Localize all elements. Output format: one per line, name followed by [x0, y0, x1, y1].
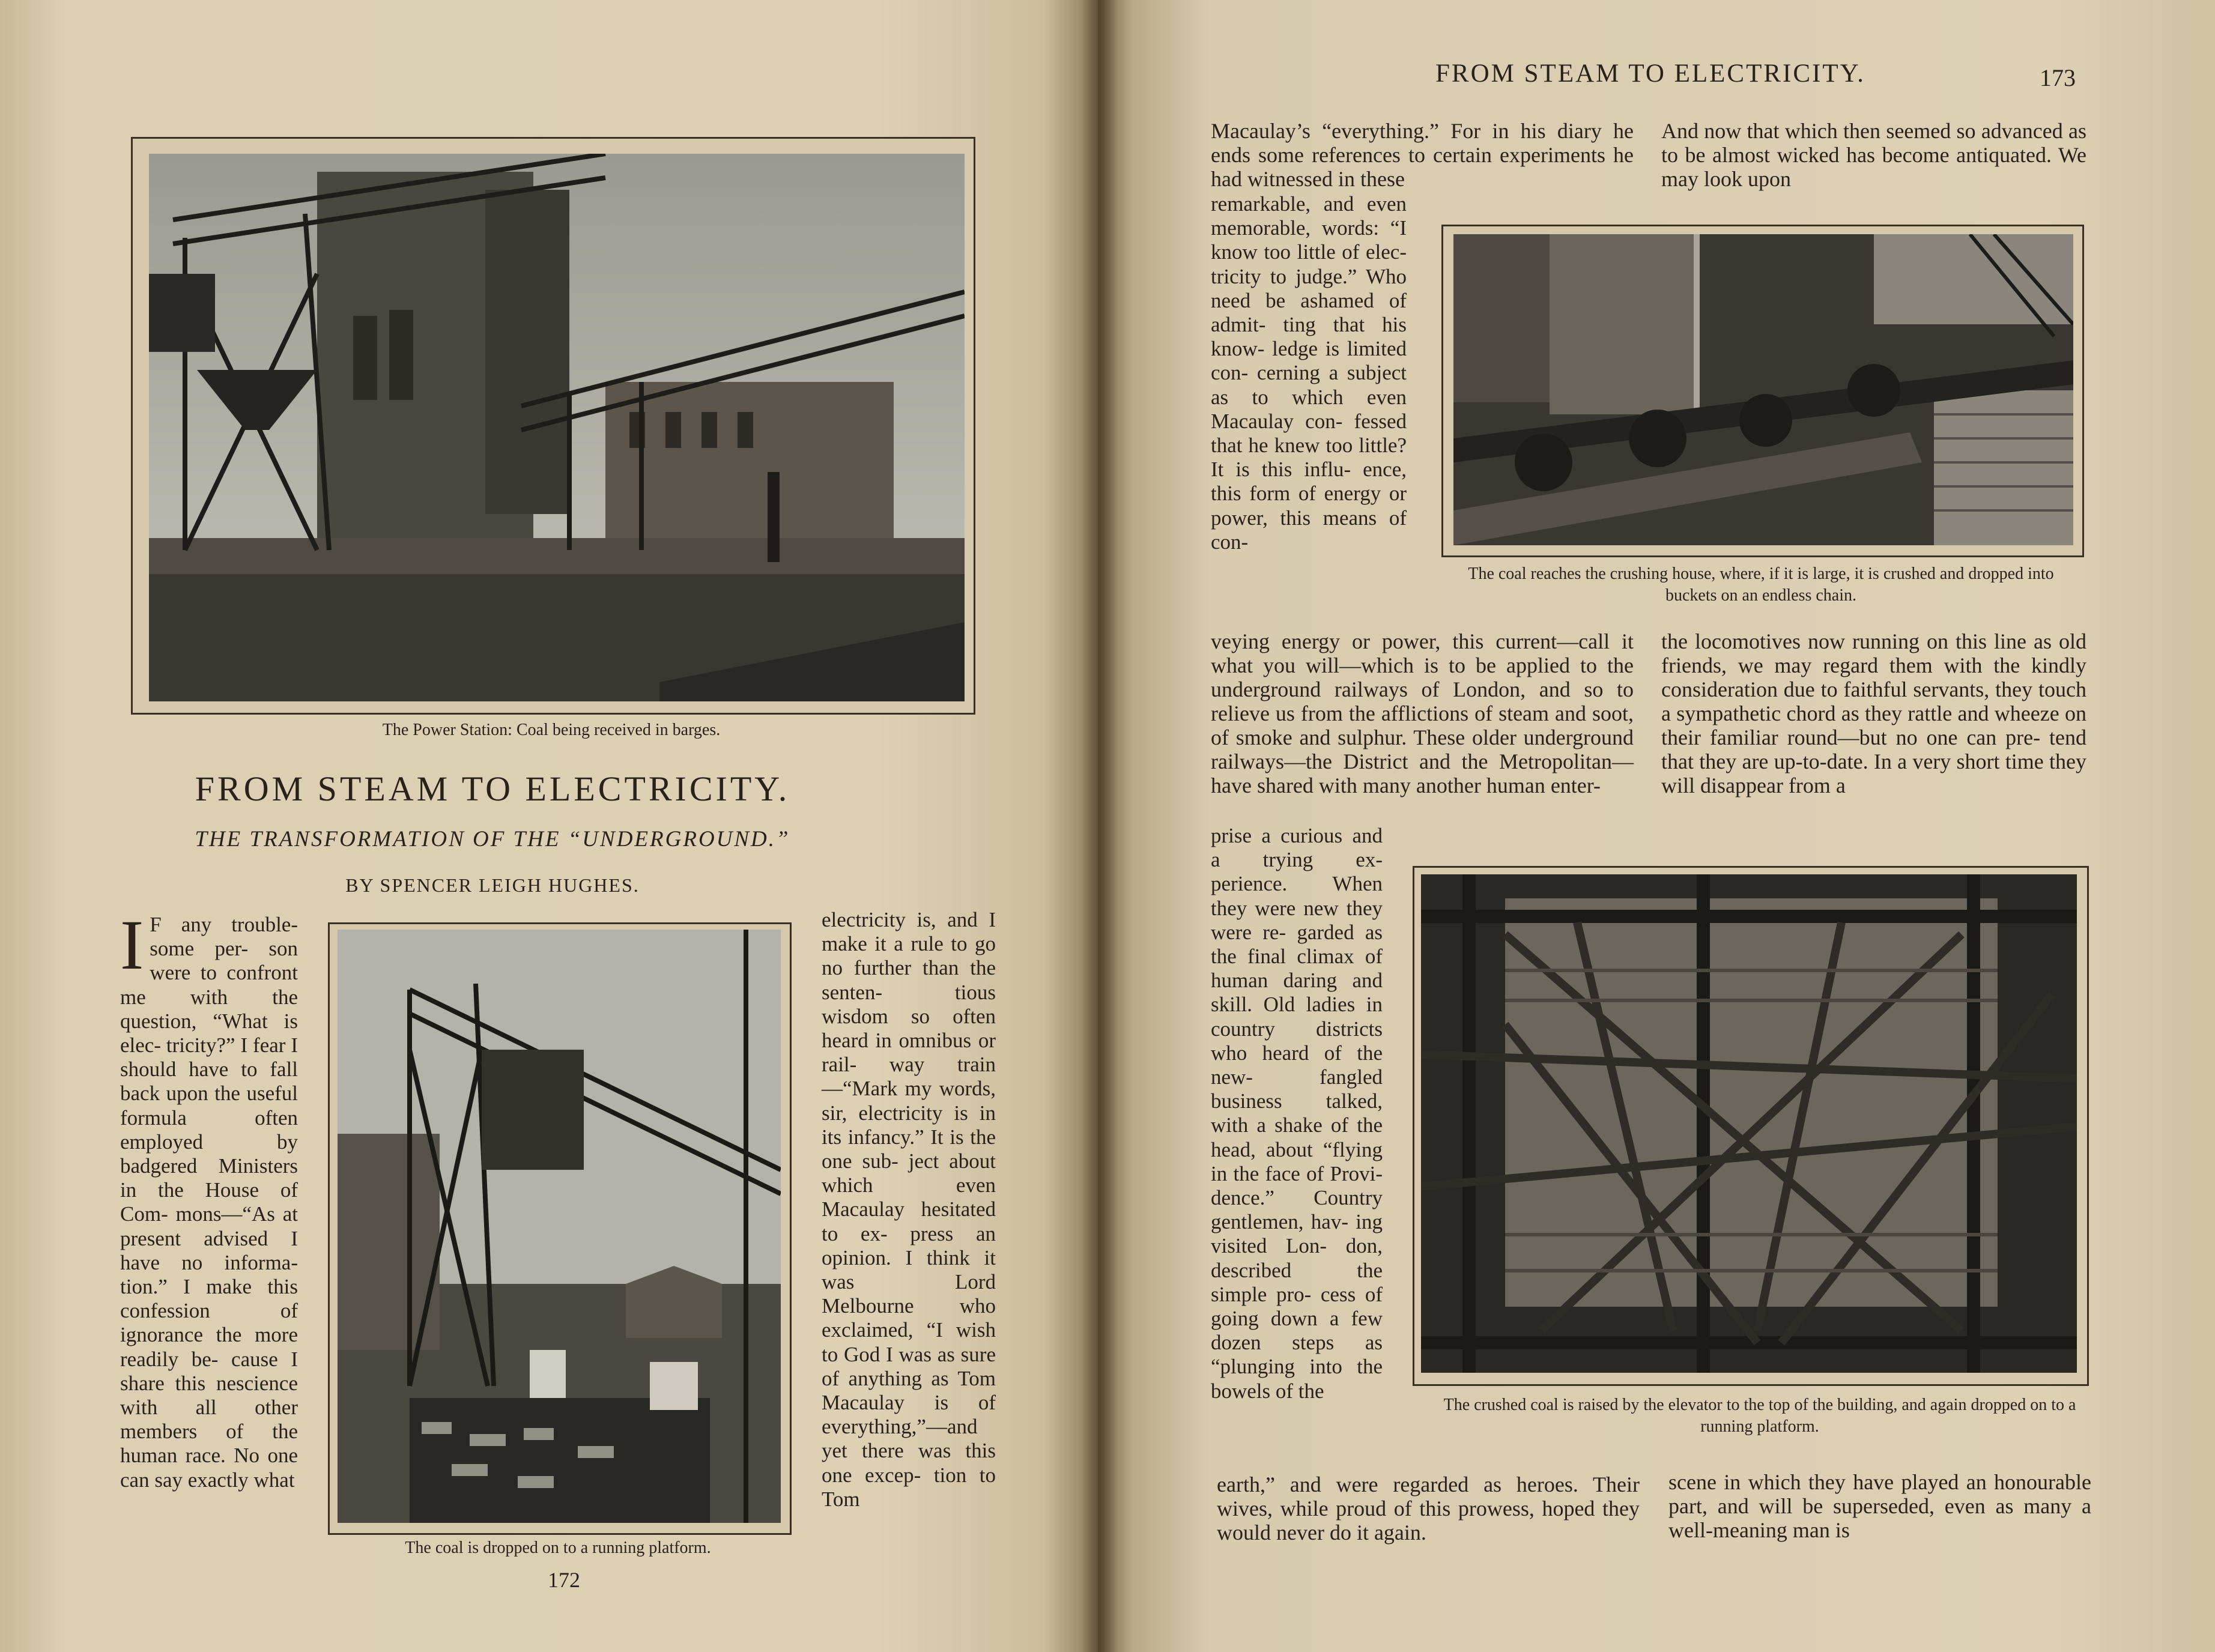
left-column-1: [120, 906, 298, 1561]
book-gutter: [1081, 0, 1117, 1652]
crushing-house-caption: The coal reaches the crushing house, where, if it is large, it is crushed and dropped into buckets on an endless chain.: [1468, 564, 2054, 605]
power-station-caption: The Power Station: Coal being received in barges.: [382, 721, 721, 739]
left-column-1-text: F any trouble- some per- son were to confront me with the question, “What is elec- tricity?” I fear I should have to fall back upon the useful formula often employed by badgered Ministers in the House of Com- mons—“As at present advised I have no informa- tion.” I make this confession of ignorance the more readily be- cause I share this nescience with all other members of the human race. No one can say exactly what: [120, 913, 298, 1492]
right-column-b-mid: the locomotives now running on this line as old friends, we may regard them with the kindly consideration due to faithful servants, they touch a sympathetic chord as they rattle and wheeze on their familiar round—but no one can pre- tend that they are up-to-date. In a very short time they will disappear from a: [1661, 629, 2086, 797]
article-byline: BY SPENCER LEIGH HUGHES.: [345, 874, 640, 896]
elevator-caption: The crushed coal is raised by the elevator to the top of the building, and again dropped on to a running platform.: [1443, 1396, 2076, 1436]
right-column-a-bottom: earth,” and were regarded as heroes. Their wives, while proud of this prowess, hoped they would never do it again.: [1217, 1472, 1640, 1545]
running-head: FROM STEAM TO ELECTRICITY.: [1435, 59, 1865, 88]
running-platform-photo: [338, 930, 781, 1523]
right-column-a-mid: veying energy or power, this current—call it what you will—which is to be applied to the underground railways of London, and so to relieve us from the afflictions of steam and soot, of smoke and sulphur. These older underground railways—the District and the Metropolitan—have shared with many another human enter-: [1211, 629, 1634, 797]
right-column-b-bottom: scene in which they have played an honourable part, and will be superseded, even as many a well-meaning man is: [1668, 1470, 2091, 1542]
article-subtitle: THE TRANSFORMATION OF THE “UNDERGROUND.”: [195, 827, 790, 852]
running-platform-caption: The coal is dropped on to a running platform.: [405, 1539, 711, 1557]
right-column-b-top: And now that which then seemed so advanced as to be almost wicked has become antiquated. We may look upon: [1661, 119, 2086, 191]
right-column-a-narrow-2: prise a curious and a trying ex- perience. When they were new they were re- garded as the final climax of human daring and skill. Old ladies in country districts who heard of the new- fangled business talked, with a shake of the head, about “flying in the face of Provi- dence.” Country gentlemen, hav- ing visited Lon- don, described the simple pro- cess of going down a few dozen steps as “plunging into the bowels of the: [1211, 824, 1383, 1403]
right-column-a-narrow: remarkable, and even memorable, words: “I know too little of elec- tricity to judge.” Who need be ashamed of admit- ting that his know- ledge is limited con- cerning a subject as to which even Macaulay con- fessed that he knew too little? It is this influ- ence, this form of energy or power, this means of con-: [1211, 192, 1407, 554]
power-station-photo: [149, 154, 965, 701]
right-column-a-top: Macaulay’s “everything.” For in his diary he ends some references to certain experiments he had witnessed in these: [1211, 119, 1634, 191]
elevator-photo: [1421, 874, 2077, 1373]
left-column-2: electricity is, and I make it a rule to go no further than the senten- tious wisdom so often heard in omnibus or rail- way train—“Mark my words, sir, electricity is in its infancy.” It is the one sub- ject about which even Macaulay hesitated to ex- press an opinion. I think it was Lord Melbourne who exclaimed, “I wish to God I was as sure of anything as Tom Macaulay is of everything,”—and yet there was this one excep- tion to Tom: [822, 908, 996, 1511]
page-number-left: 172: [548, 1568, 580, 1592]
page-number-right: 173: [2040, 64, 2076, 91]
drop-cap: I: [120, 906, 144, 984]
crushing-house-photo: [1453, 234, 2073, 545]
article-title: FROM STEAM TO ELECTRICITY.: [195, 769, 790, 808]
